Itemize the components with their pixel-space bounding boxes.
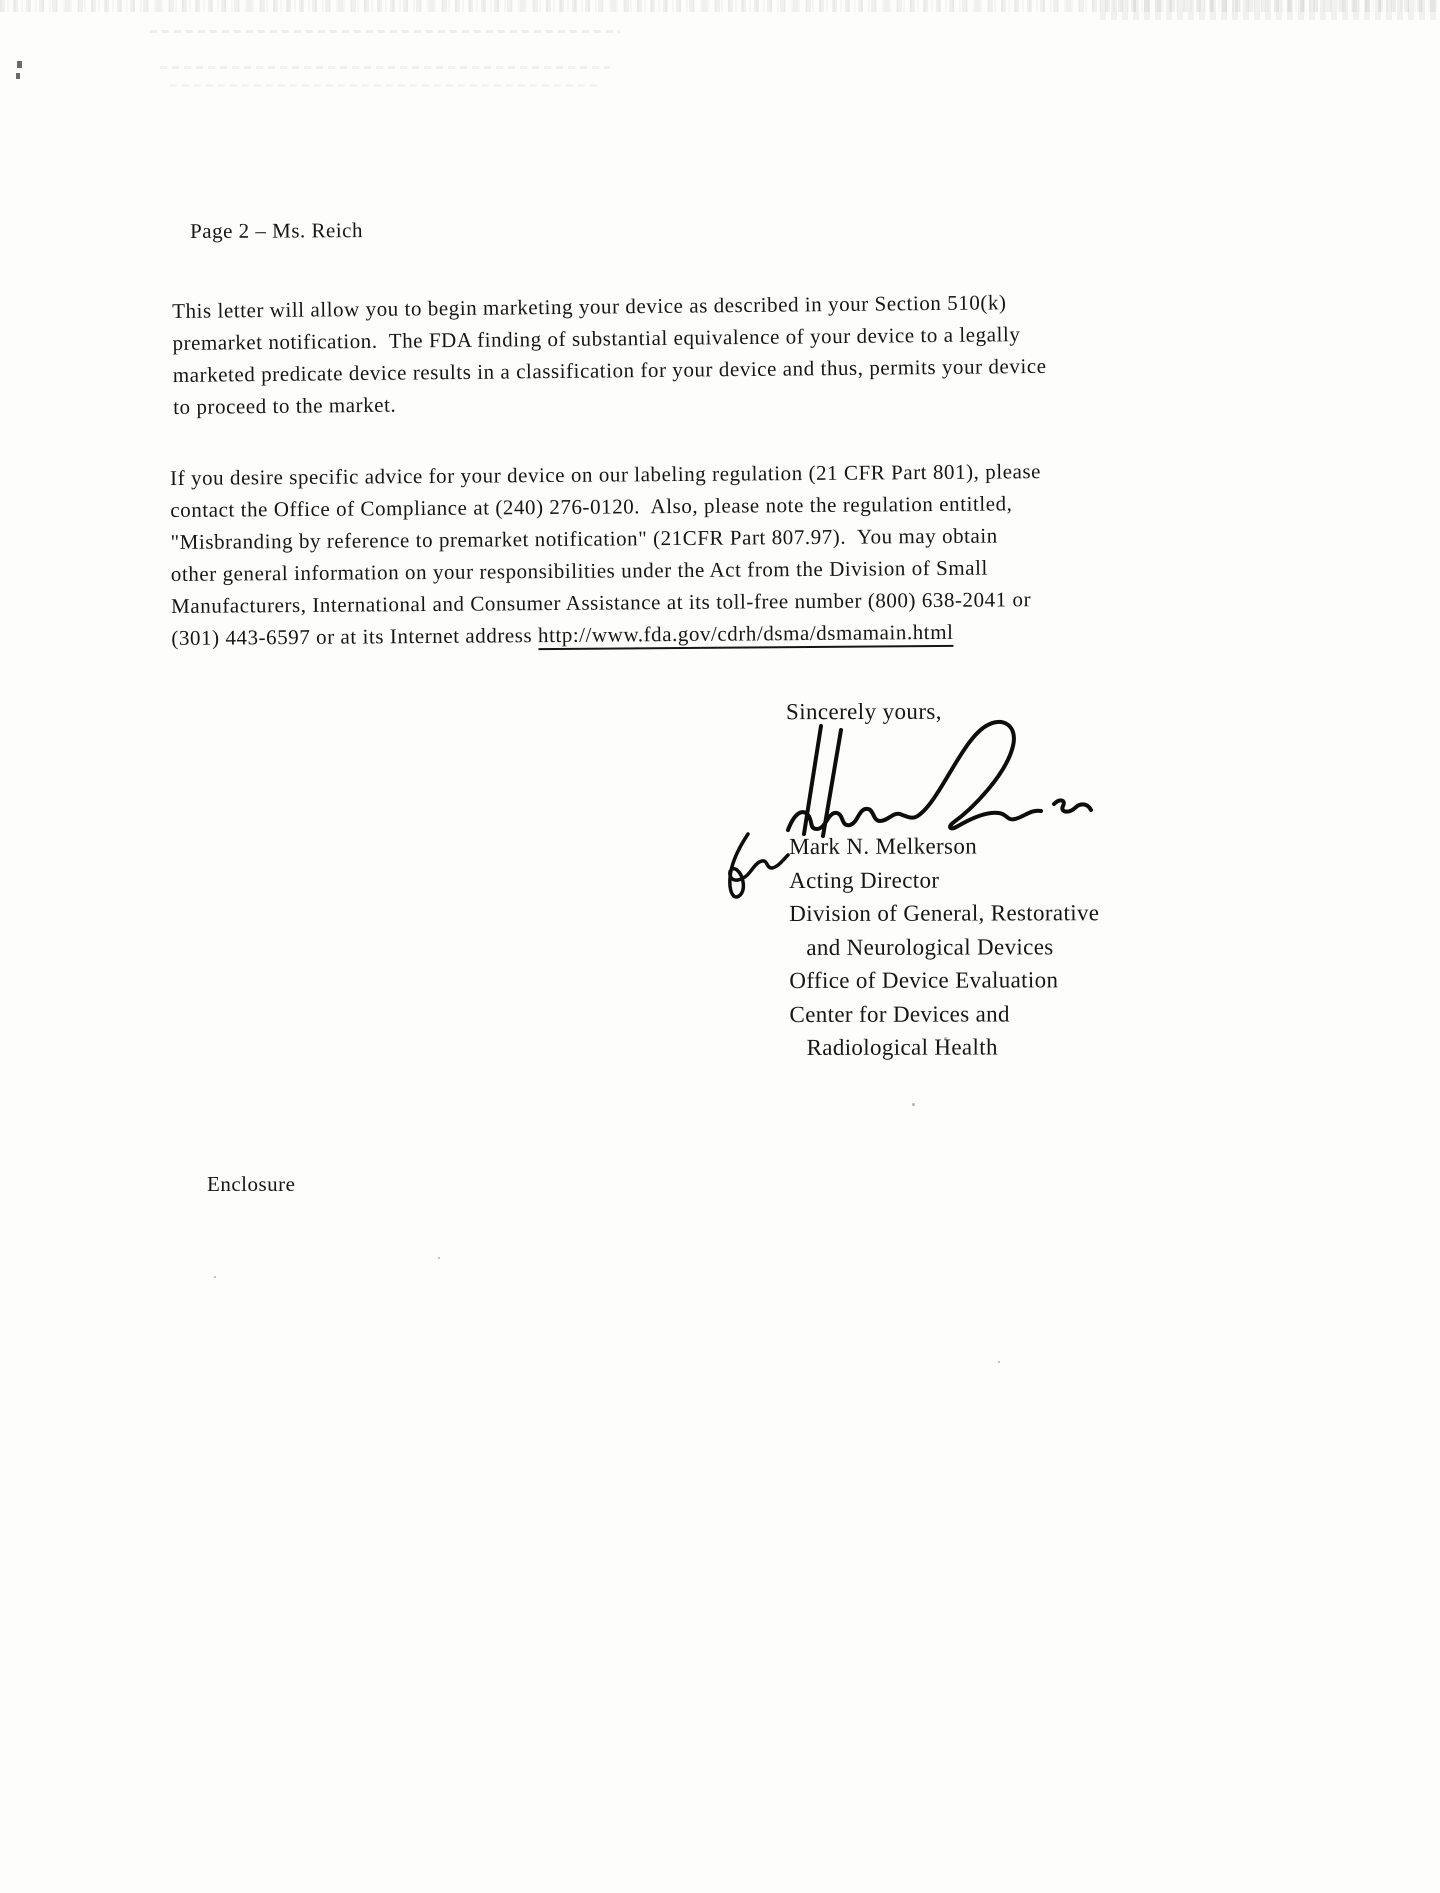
body-paragraph-2 (170, 455, 1042, 654)
paragraph-line-text: (301) 443-6597 or at its Internet address (171, 623, 539, 650)
signature-main-stroke (788, 722, 1091, 836)
paragraph-line (171, 615, 1042, 654)
org-line: and Neurological Devices (806, 933, 1054, 960)
paragraph-line: marketed predicate device results in a classification for your device and thus, permits your device (172, 353, 1047, 387)
org-line: Radiological Health (806, 1034, 998, 1060)
scan-artifact (160, 66, 610, 69)
paragraph-line: This letter will allow you to begin marketing your device as described in your Section 510(k) (172, 290, 1007, 323)
scan-artifact (1100, 0, 1440, 20)
scan-artifact (438, 1257, 440, 1259)
org-line: Center for Devices and (789, 1000, 1010, 1027)
org-line: Division of General, Restorative (789, 900, 1100, 926)
paragraph-line: premarket notification. The FDA finding of substantial equivalence of your device to a legally (172, 322, 1021, 355)
paragraph-line: to proceed to the market. (173, 392, 397, 419)
scan-artifact (214, 1276, 216, 1278)
paragraph-line: other general information on your responsibilities under the Act from the Division of Small (170, 555, 988, 586)
signer-name: Mark N. Melkerson (789, 833, 978, 859)
closing-salutation: Sincerely yours, (785, 698, 942, 725)
org-line: Office of Device Evaluation (789, 967, 1059, 993)
scan-artifact (16, 73, 20, 79)
signer-title: Acting Director (789, 867, 940, 893)
signature-for-stroke (730, 834, 788, 897)
scan-artifact (17, 61, 22, 68)
paragraph-line: contact the Office of Compliance at (240) 276-0120. Also, please note the regulation entitled, (170, 491, 1013, 522)
paragraph-line: "Misbranding by reference to premarket notification" (21CFR Part 807.97). You may obtain (170, 523, 998, 554)
scan-artifact (912, 1103, 915, 1106)
paragraph-line: Manufacturers, International and Consumer Assistance at its toll-free number (800) 638-2041 or (171, 587, 1032, 618)
paragraph-line: If you desire specific advice for your device on our labeling regulation (21 CFR Part 801), please (170, 459, 1042, 490)
scan-artifact (170, 84, 600, 87)
fda-url-link[interactable]: http://www.fda.gov/cdrh/dsma/dsmamain.html (538, 620, 954, 650)
signature-block (789, 829, 1100, 1064)
body-paragraph-1 (172, 286, 1047, 423)
page-header: Page 2 – Ms. Reich (190, 218, 364, 243)
scan-artifact (150, 30, 620, 33)
enclosure-note: Enclosure (207, 1172, 296, 1196)
scan-artifact (998, 1361, 1000, 1363)
